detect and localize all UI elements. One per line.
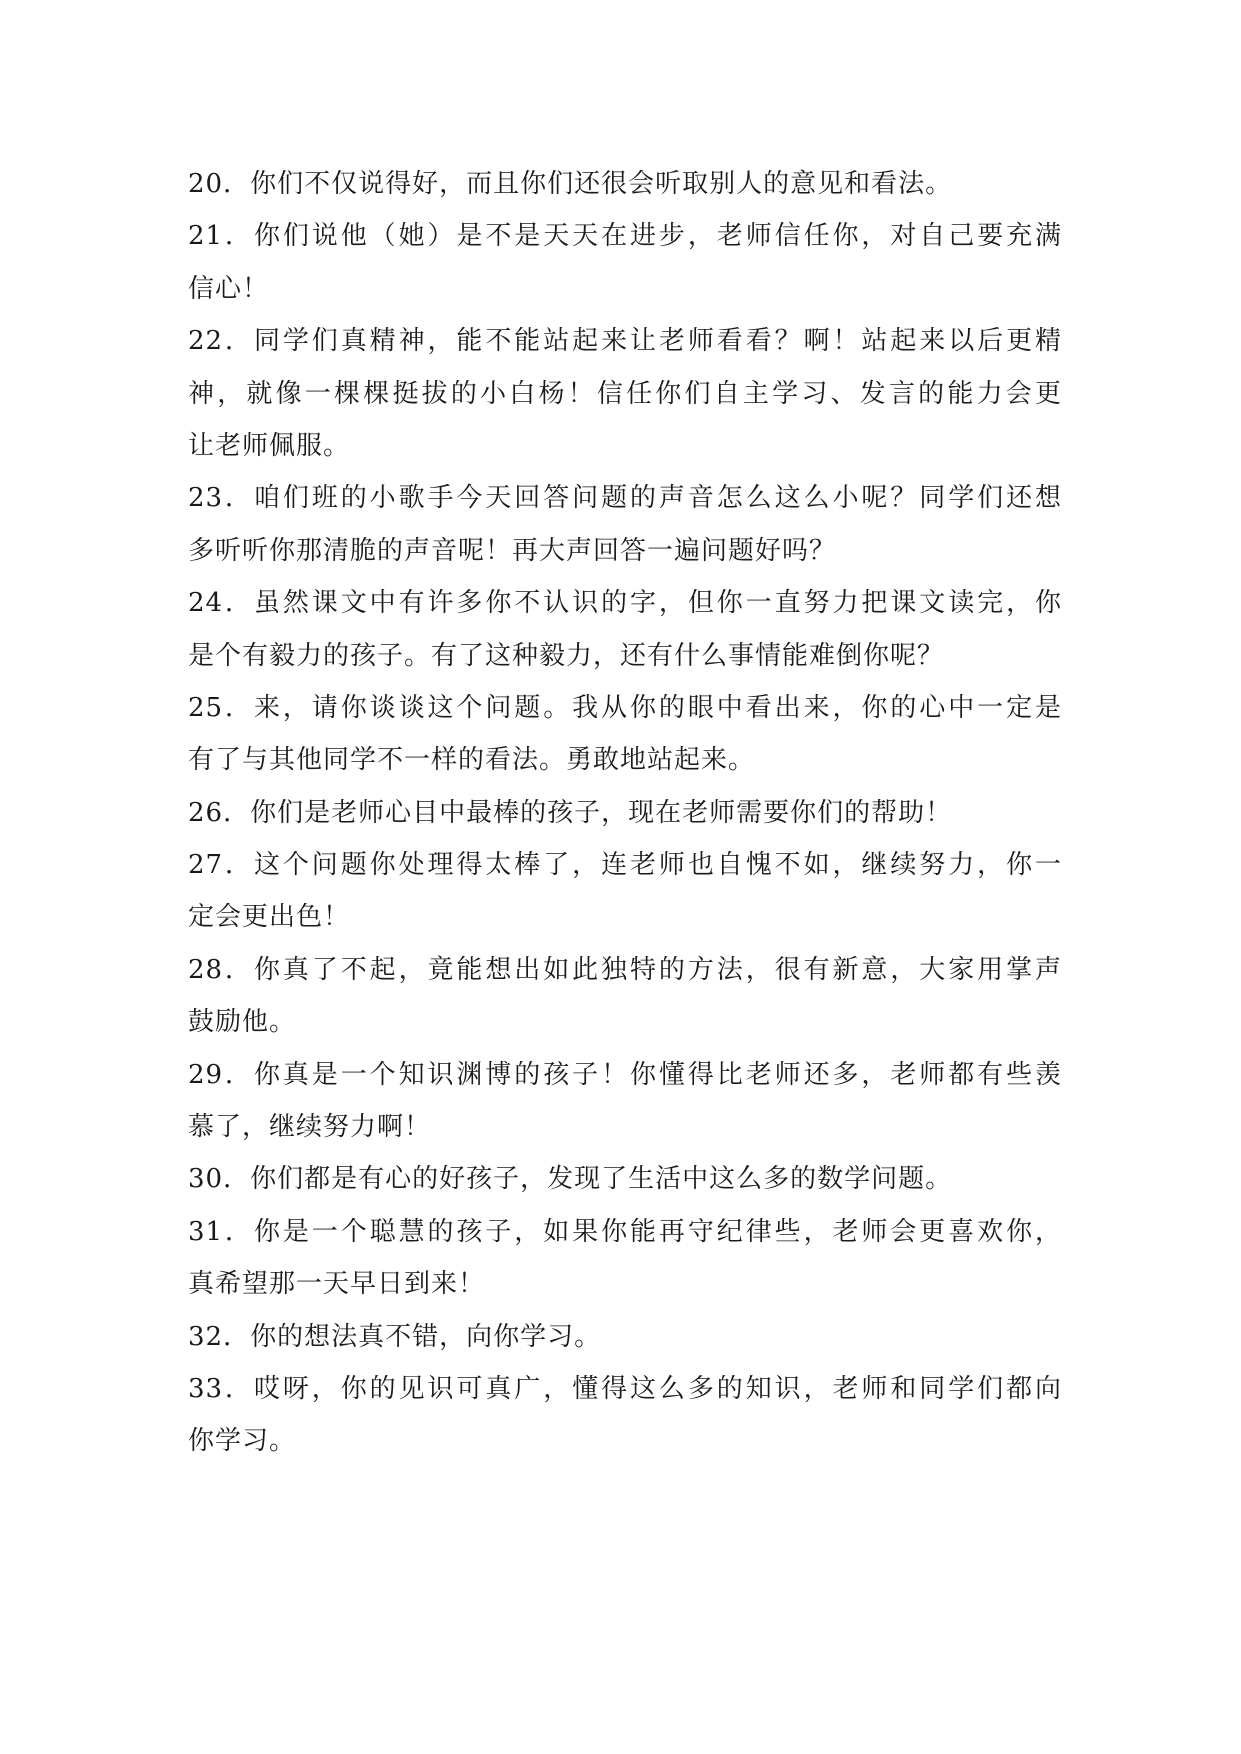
paragraph-line: 29．你真是一个知识渊博的孩子！你懂得比老师还多，老师都有些羡: [188, 1059, 1062, 1090]
paragraph-33: [188, 1363, 1062, 1468]
paragraph-line: 28．你真了不起，竟能想出如此独特的方法，很有新意，大家用掌声: [188, 954, 1062, 985]
paragraph-line: 真希望那一天早日到来！: [188, 1269, 486, 1300]
document-body: [188, 158, 1062, 1468]
paragraph-line: 26．你们是老师心目中最棒的孩子，现在老师需要你们的帮助！: [188, 797, 953, 828]
paragraph-line: 是个有毅力的孩子。有了这种毅力，还有什么事情能难倒你呢？: [188, 640, 945, 671]
paragraph-23: [188, 472, 1062, 577]
paragraph-line: 27．这个问题你处理得太棒了，连老师也自愧不如，继续努力，你一: [188, 850, 1062, 881]
paragraph-line: 30．你们都是有心的好孩子，发现了生活中这么多的数学问题。: [188, 1164, 953, 1195]
paragraph-line: 多听听你那清脆的声音呢！再大声回答一遍问题好吗？: [188, 535, 837, 566]
paragraph-31: [188, 1206, 1062, 1311]
paragraph-24: [188, 577, 1062, 682]
paragraph-30: [188, 1153, 1062, 1205]
paragraph-29: [188, 1049, 1062, 1154]
paragraph-line: 信心！: [188, 273, 270, 304]
paragraph-line: 鼓励他。: [188, 1007, 297, 1038]
paragraph-line: 神，就像一棵棵挺拔的小白杨！信任你们自主学习、发言的能力会更: [188, 378, 1062, 409]
paragraph-22: [188, 315, 1062, 472]
paragraph-28: [188, 944, 1062, 1049]
paragraph-line: 33．哎呀，你的见识可真广，懂得这么多的知识，老师和同学们都向: [188, 1373, 1062, 1404]
paragraph-20: [188, 158, 1062, 210]
paragraph-line: 25．来，请你谈谈这个问题。我从你的眼中看出来，你的心中一定是: [188, 692, 1062, 723]
paragraph-32: [188, 1311, 1062, 1363]
paragraph-26: [188, 787, 1062, 839]
paragraph-line: 22．同学们真精神，能不能站起来让老师看看？啊！站起来以后更精: [188, 326, 1062, 357]
paragraph-line: 你学习。: [188, 1426, 297, 1457]
paragraph-line: 有了与其他同学不一样的看法。勇敢地站起来。: [188, 745, 756, 776]
paragraph-line: 定会更出色！: [188, 902, 351, 933]
paragraph-line: 32．你的想法真不错，向你学习。: [188, 1321, 602, 1352]
paragraph-line: 31．你是一个聪慧的孩子，如果你能再守纪律些，老师会更喜欢你，: [188, 1216, 1062, 1247]
paragraph-27: [188, 839, 1062, 944]
paragraph-line: 20．你们不仅说得好，而且你们还很会听取别人的意见和看法。: [188, 169, 953, 199]
paragraph-line: 让老师佩服。: [188, 430, 351, 461]
paragraph-21: [188, 210, 1062, 315]
paragraph-line: 慕了，继续努力啊！: [188, 1112, 432, 1143]
paragraph-line: 24．虽然课文中有许多你不认识的字，但你一直努力把课文读完，你: [188, 588, 1062, 619]
paragraph-line: 23．咱们班的小歌手今天回答问题的声音怎么这么小呢？同学们还想: [188, 483, 1062, 514]
paragraph-line: 21．你们说他（她）是不是天天在进步，老师信任你，对自己要充满: [188, 221, 1062, 252]
paragraph-25: [188, 682, 1062, 787]
